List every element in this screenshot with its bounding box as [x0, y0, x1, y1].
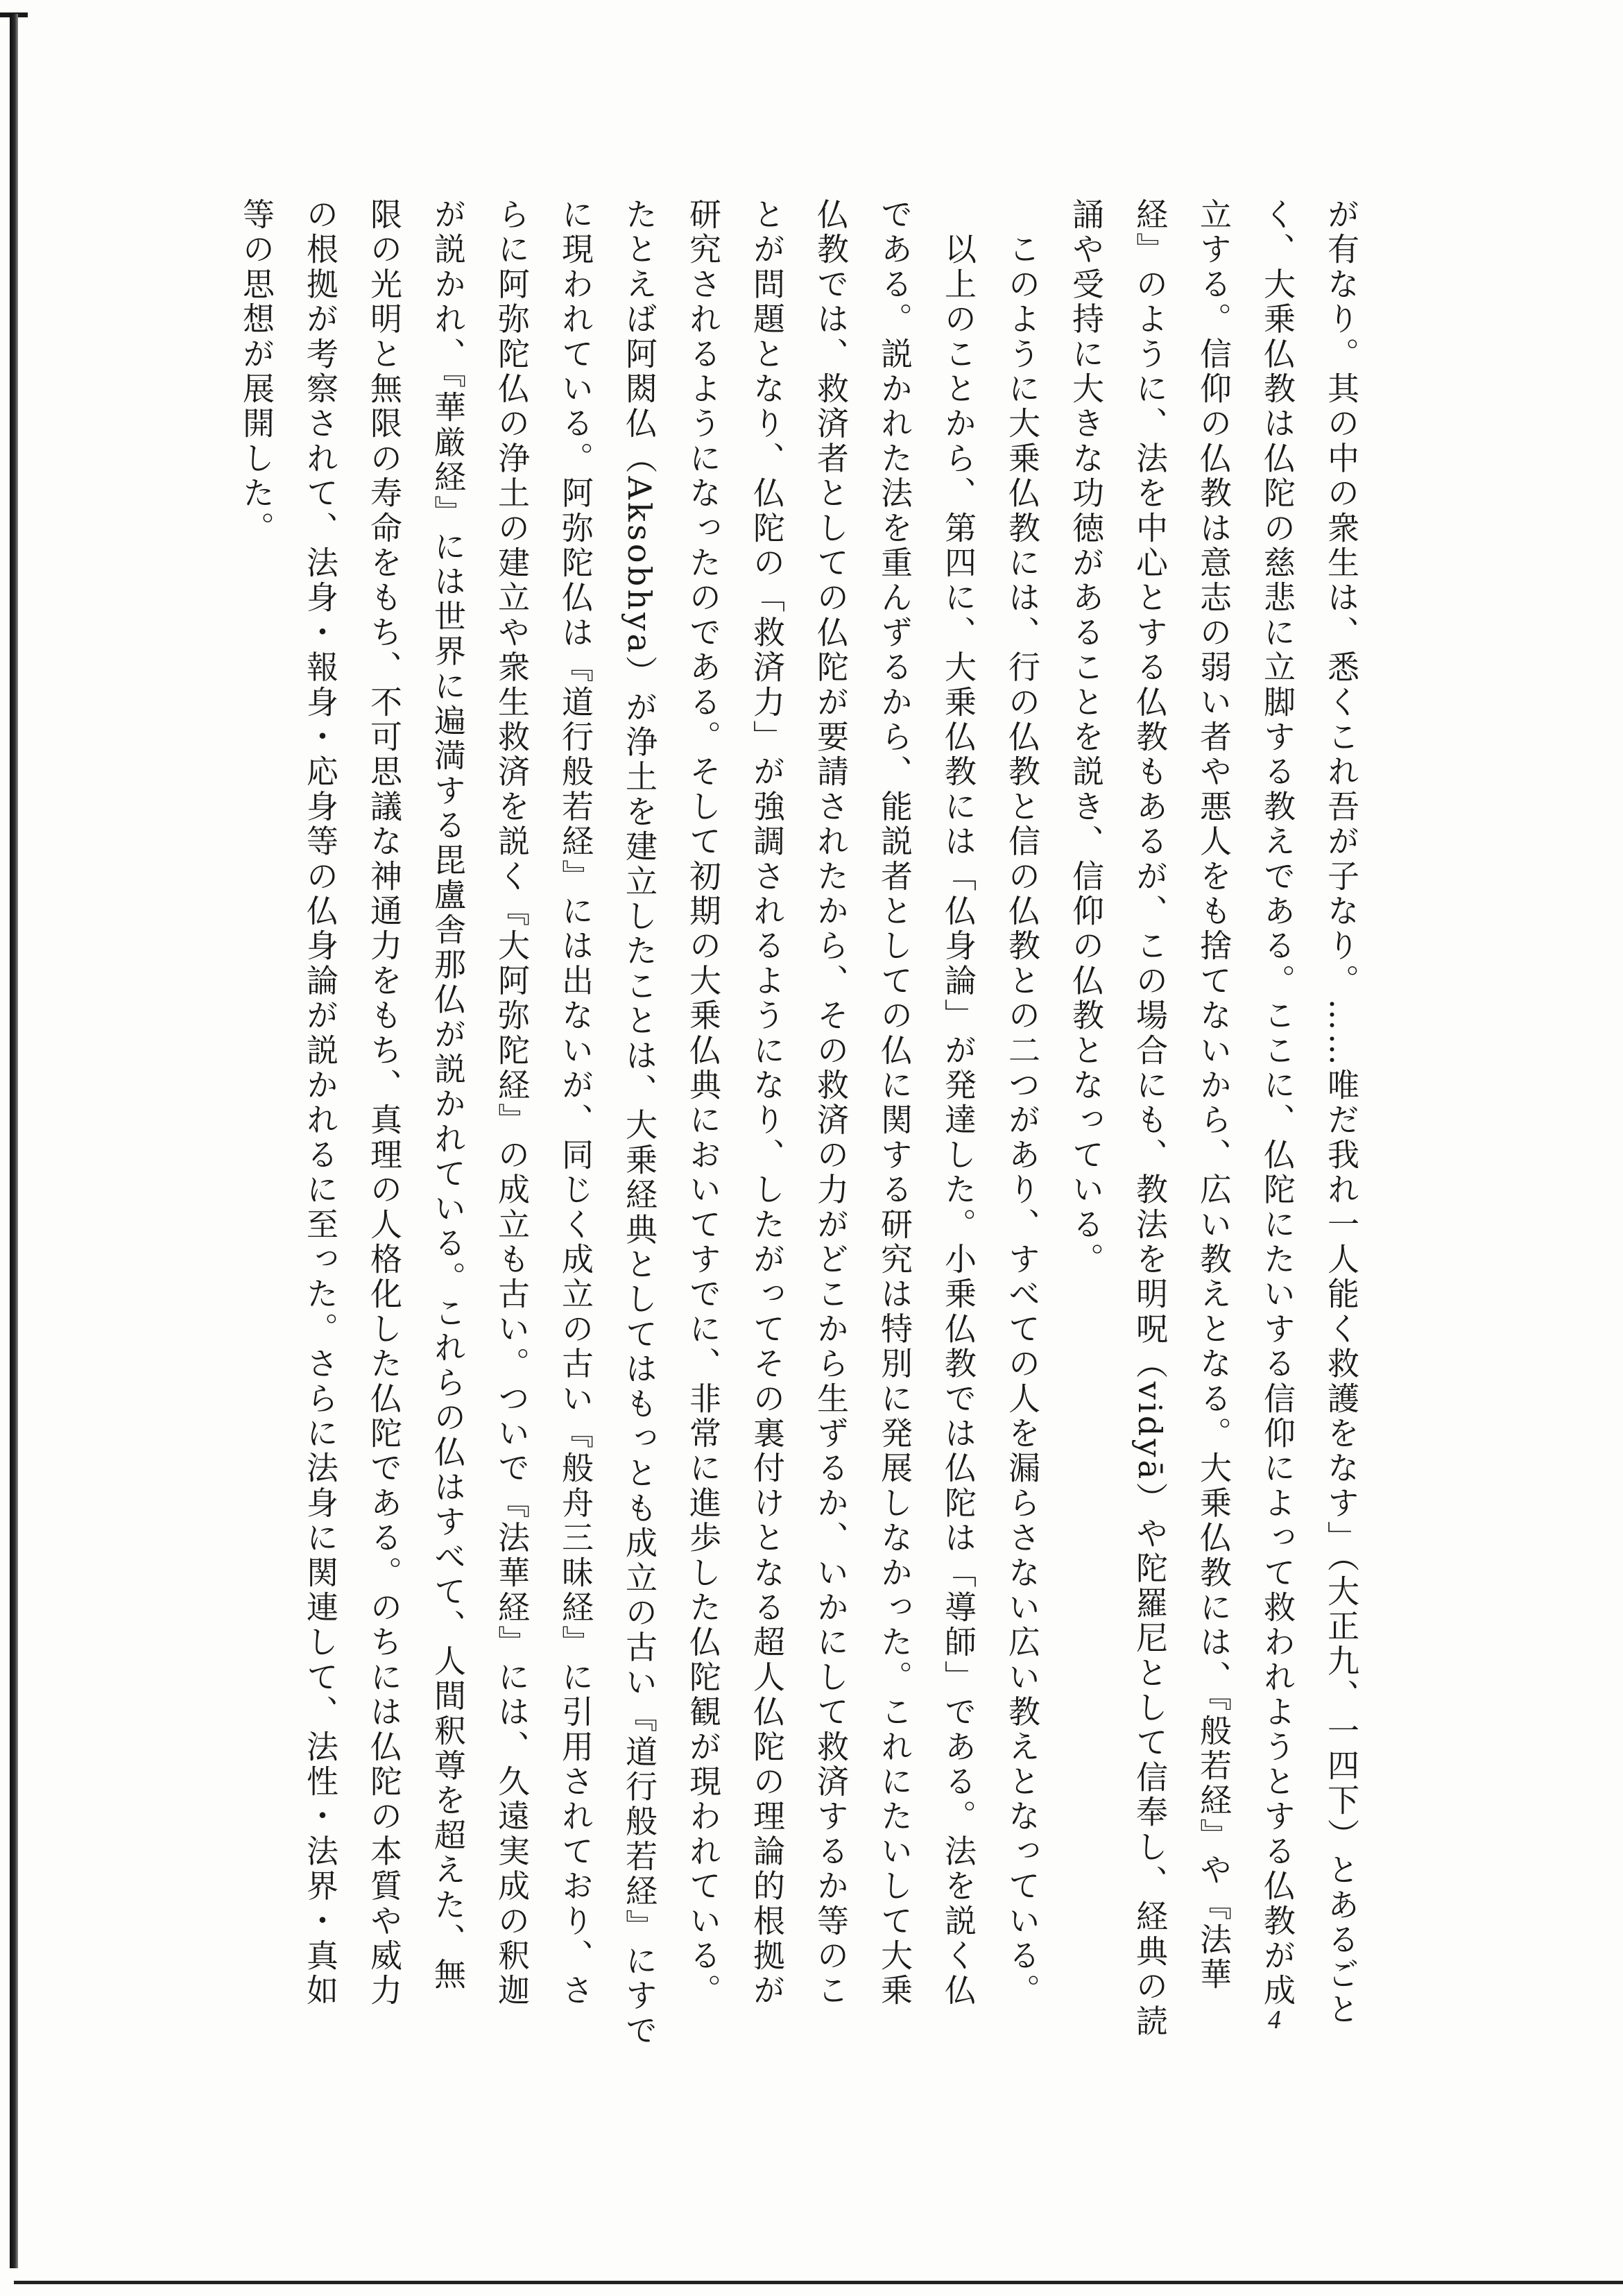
- text-column: 限の光明と無限の寿命をもち、不可思議な神通力をもち、真理の人格化した仏陀である。のちには仏陀の本質や威力: [366, 198, 403, 2009]
- text-column: く、大乗仏教は仏陀の慈悲に立脚する教えである。ここに、仏陀にたいする信仰によって救われようとする仏教が成: [1259, 198, 1296, 2009]
- text-column: とが問題となり、仏陀の「救済力」が強調されるようになり、したがってその裏付けとなる超人仏陀の理論的根拠が: [748, 198, 786, 2009]
- text-column: の根拠が考察されて、法身・報身・応身等の仏身論が説かれるに至った。さらに法身に関連して、法性・法界・真如: [302, 198, 339, 2009]
- text-column: 等の思想が展開した。: [238, 198, 275, 546]
- text-column: である。説かれた法を重んずるから、能説者としての仏に関する研究は特別に発展しなかった。これにたいして大乗: [876, 198, 913, 2009]
- text-column: 経』のように、法を中心とする仏教もあるが、この場合にも、教法を明呪（vidyā）や陀羅尼として信奉し、経典の読: [1131, 198, 1169, 2039]
- bottom-edge: [14, 2281, 1623, 2284]
- binding-edge: [10, 14, 18, 2268]
- text-column: らに阿弥陀仏の浄土の建立や衆生救済を説く『大阿弥陀経』の成立も古い。ついで『法華経』には、久遠実成の釈迦: [493, 198, 531, 2009]
- text-column: が説かれ、『華厳経』には世界に遍満する毘盧舎那仏が説かれている。これらの仏はすべて、人間釈尊を超えた、無: [429, 198, 467, 1993]
- text-column: たとえば阿閦仏（Aksobhya）が浄土を建立したことは、大乗経典としてはもっとも成立の古い『道行般若経』にすで: [621, 198, 658, 2049]
- text-column: 研究されるようになったのである。そして初期の大乗仏典においてすでに、非常に進歩した仏陀観が現われている。: [685, 198, 722, 2009]
- text-column: 誦や受持に大きな功徳があることを説き、信仰の仏教となっている。: [1067, 198, 1105, 1278]
- text-column: が有なり。其の中の衆生は、悉くこれ吾が子なり。……唯だ我れ一人能く救護をなす」（大正九、一四下）とあるごと: [1323, 198, 1360, 2028]
- text-column: 仏教では、救済者としての仏陀が要請されたから、その救済の力がどこから生ずるか、いかにして救済するか等のこ: [812, 198, 850, 2009]
- page-number: 4: [1268, 2005, 1281, 2034]
- text-column: 立する。信仰の仏教は意志の弱い者や悪人をも捨てないから、広い教えとなる。大乗仏教には、『般若経』や『法華: [1195, 198, 1233, 1993]
- text-column: このように大乗仏教には、行の仏教と信の仏教との二つがあり、すべての人を漏らさない広い教えとなっている。: [1004, 198, 1041, 2009]
- text-column: に現われている。阿弥陀仏は『道行般若経』には出ないが、同じく成立の古い『般舟三昧経』に引用されており、さ: [557, 198, 594, 2009]
- body-text: [225, 198, 1373, 2071]
- text-column: 以上のことから、第四に、大乗仏教には「仏身論」が発達した。小乗仏教では仏陀は「導師」である。法を説く仏: [940, 198, 977, 2009]
